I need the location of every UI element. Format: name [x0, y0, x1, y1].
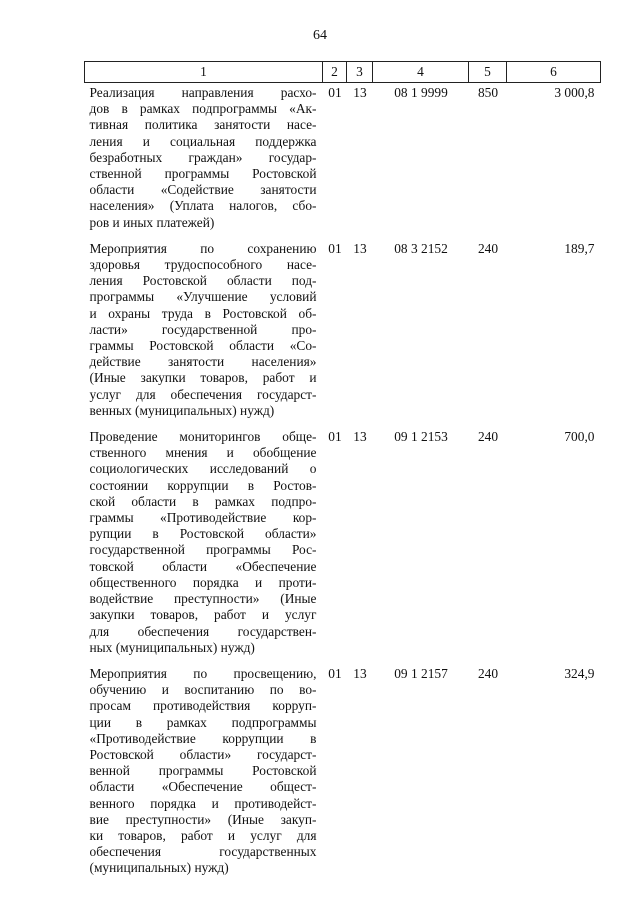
description-line: (Иные закупки товаров, работ и	[89, 370, 317, 386]
description-line: венных (муниципальных) нужд)	[89, 402, 275, 418]
budget-table	[84, 61, 601, 885]
description-line: рупции в Ростовской области»	[89, 526, 317, 542]
row-description	[85, 427, 323, 664]
table-row	[85, 83, 601, 239]
description-line: услуг для обеспечения государст-	[89, 386, 317, 402]
description-line: обеспечения государственных	[89, 844, 317, 860]
row-expense-type-code: 240	[477, 429, 499, 445]
header-col-2: 2	[323, 62, 347, 83]
row-expense-type-code: 240	[477, 665, 499, 681]
description-line: Реализация направления расхо-	[89, 85, 317, 100]
row-amount: 700,0	[564, 429, 595, 445]
description-line: ки товаров, работ и услуг для	[89, 827, 317, 843]
description-line: области «Обеспечение общест-	[89, 779, 317, 795]
row-target-article-code: 08 3 2152	[394, 240, 448, 256]
description-line: дов в рамках подпрограммы «Ак-	[89, 101, 317, 117]
description-line: ственной программы Ростовской	[89, 166, 317, 182]
row-expense-type-code: 240	[477, 240, 499, 256]
description-line: ления и социальная поддержка	[89, 133, 317, 149]
description-line: и охраны труда в Ростовской об-	[89, 305, 317, 321]
table-header-row	[85, 62, 601, 83]
description-line: товской области «Обеспечение	[89, 558, 317, 574]
description-line: (муниципальных) нужд)	[89, 860, 229, 876]
description-line: тивная политика занятости насе-	[89, 117, 317, 133]
description-line: граммы Ростовской области «Со-	[89, 338, 317, 354]
row-section-code: 01	[328, 665, 342, 681]
row-subsection-code: 13	[353, 429, 367, 445]
row-expense-type-code: 850	[477, 85, 499, 100]
description-line: Мероприятия по просвещению,	[89, 665, 317, 681]
description-line: для обеспечения государствен-	[89, 623, 317, 639]
row-target-article-code: 09 1 2157	[394, 665, 448, 681]
description-line: ции в рамках подпрограммы	[89, 714, 317, 730]
description-line: Мероприятия по сохранению	[89, 240, 317, 256]
description-line: действие занятости населения»	[89, 354, 317, 370]
description-line: ственного мнения и обобщение	[89, 445, 317, 461]
description-line: граммы «Противодействие кор-	[89, 510, 317, 526]
page-number: 64	[313, 28, 327, 43]
description-line: безработных граждан» государ-	[89, 149, 317, 165]
row-subsection-code: 13	[353, 240, 367, 256]
row-amount: 324,9	[564, 665, 595, 681]
row-target-article-code: 09 1 2153	[394, 429, 448, 445]
row-subsection-code: 13	[353, 85, 367, 100]
description-line: венного порядка и противодейст-	[89, 795, 317, 811]
header-col-3: 3	[347, 62, 373, 83]
description-line: ской области в рамках подпро-	[89, 493, 317, 509]
header-col-6: 6	[507, 62, 601, 83]
description-line: просам противодействия корруп-	[89, 698, 317, 714]
description-line: закупки товаров, работ и услуг	[89, 607, 317, 623]
row-section-code: 01	[328, 429, 342, 445]
row-section-code: 01	[328, 240, 342, 256]
header-col-4: 4	[373, 62, 469, 83]
description-line: области «Содействие занятости	[89, 182, 317, 198]
description-line: социологических исследований о	[89, 461, 317, 477]
table-row	[85, 664, 601, 885]
header-col-1: 1	[85, 62, 323, 83]
row-target-article-code: 08 1 9999	[394, 85, 448, 100]
row-amount: 3 000,8	[554, 85, 595, 100]
header-col-5: 5	[469, 62, 507, 83]
description-line: ров и иных платежей)	[89, 214, 215, 230]
row-subsection-code: 13	[353, 665, 367, 681]
description-line: общественного порядка и проти-	[89, 574, 317, 590]
description-line: государственной программы Рос-	[89, 542, 317, 558]
description-line: Проведение мониторингов обще-	[89, 429, 317, 445]
description-line: венной программы Ростовской	[89, 763, 317, 779]
table-row	[85, 239, 601, 427]
description-line: состоянии коррупции в Ростов-	[89, 477, 317, 493]
description-line: программы «Улучшение условий	[89, 289, 317, 305]
description-line: ных (муниципальных) нужд)	[89, 639, 255, 655]
description-line: вие преступности» (Иные закуп-	[89, 811, 317, 827]
table-body	[85, 83, 601, 885]
description-line: водействие преступности» (Иные	[89, 591, 317, 607]
description-line: Ростовской области» государст-	[89, 746, 317, 762]
row-description	[85, 664, 323, 885]
description-line: ласти» государственной про-	[89, 321, 317, 337]
row-description	[85, 239, 323, 427]
description-line: ления Ростовской области под-	[89, 273, 317, 289]
table-row	[85, 427, 601, 664]
description-line: населения» (Уплата налогов, сбо-	[89, 198, 317, 214]
description-line: обучению и воспитанию по во-	[89, 682, 317, 698]
row-amount: 189,7	[564, 240, 595, 256]
description-line: «Противодействие коррупции в	[89, 730, 317, 746]
description-line: здоровья трудоспособного насе-	[89, 257, 317, 273]
row-description	[85, 83, 323, 239]
row-section-code: 01	[328, 85, 342, 100]
